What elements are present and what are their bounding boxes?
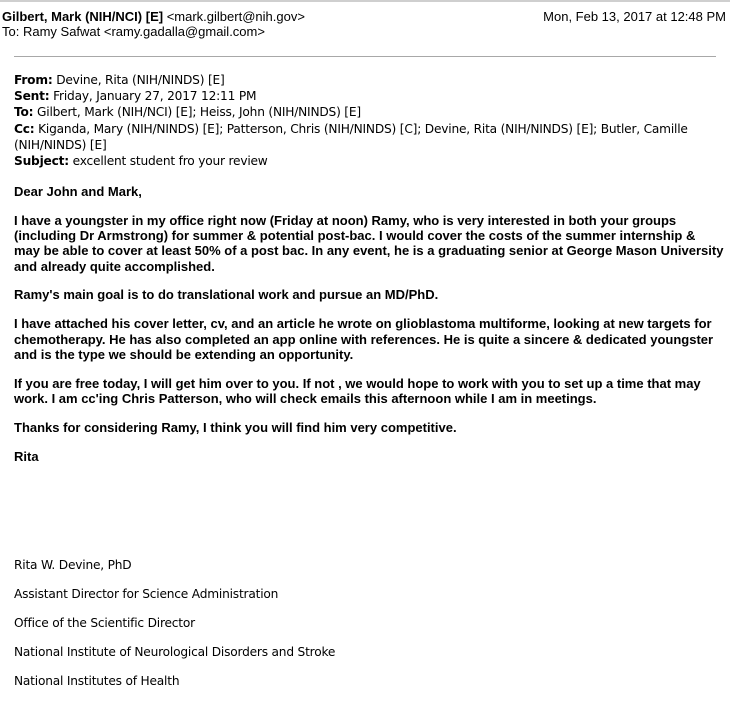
header-divider bbox=[14, 56, 716, 57]
signature-line: Office of the Scientific Director bbox=[14, 616, 195, 630]
fwd-to-row bbox=[14, 104, 719, 120]
sender-email[interactable]: <mark.gilbert@nih.gov> bbox=[166, 9, 305, 24]
sender-name: Gilbert, Mark (NIH/NCI) [E] bbox=[2, 9, 164, 24]
top-divider bbox=[0, 0, 730, 2]
body-paragraph: I have a youngster in my office right now (Friday at noon) Ramy, who is very interested in both your groups (including Dr Armstrong) for summer & potential post-bac. I would cover the costs of the summer internship & may be able to cover at least 50% of a post bac. In any event, he is a graduating senior at George Mason University and already quite accomplished. bbox=[14, 212, 724, 274]
message-sender bbox=[2, 9, 305, 24]
signature-line: Rita W. Devine, PhD bbox=[14, 558, 132, 572]
body-paragraph: Ramy's main goal is to do translational work and pursue an MD/PhD. bbox=[14, 287, 439, 303]
signature-line: National Institutes of Health bbox=[14, 674, 180, 688]
fwd-sent-row bbox=[14, 88, 719, 104]
to-label: To: bbox=[2, 24, 20, 39]
fwd-to-value: Gilbert, Mark (NIH/NCI) [E]; Heiss, John (NIH/NINDS) [E] bbox=[37, 105, 361, 120]
signature-line: National Institute of Neurological Disorders and Stroke bbox=[14, 645, 336, 659]
fwd-to-label: To: bbox=[14, 105, 34, 120]
signature-block bbox=[14, 557, 614, 702]
message-date: Mon, Feb 13, 2017 at 12:48 PM bbox=[543, 9, 726, 24]
fwd-cc-row bbox=[14, 121, 719, 153]
body-paragraph: Dear John and Mark, bbox=[14, 184, 142, 199]
forwarded-header bbox=[14, 72, 719, 169]
body-paragraph: I have attached his cover letter, cv, and an article he wrote on glioblastoma multiforme, looking at new targets for chemotherapy. He has also completed an app online with references. He is quite a sincere & dedicated youngster and is the type we should be extending an opportunity. bbox=[14, 316, 714, 362]
fwd-cc-value: Kiganda, Mary (NIH/NINDS) [E]; Patterson, Chris (NIH/NINDS) [C]; Devine, Rita (NIH/NINDS) [E]; Butler, Camille (NIH/NINDS) [E] bbox=[14, 121, 688, 152]
signature-line: Assistant Director for Science Administration bbox=[14, 587, 279, 601]
to-value: Ramy Safwat <ramy.gadalla@gmail.com> bbox=[22, 24, 265, 39]
fwd-subject-value: excellent student fro your review bbox=[72, 154, 268, 169]
fwd-sent-value: Friday, January 27, 2017 12:11 PM bbox=[53, 89, 257, 104]
fwd-cc-label: Cc: bbox=[14, 121, 35, 136]
message-body bbox=[14, 184, 724, 477]
fwd-subject-label: Subject: bbox=[14, 154, 69, 169]
body-paragraph: Rita bbox=[14, 448, 39, 464]
body-paragraph: If you are free today, I will get him over to you. If not , we would hope to work with you to set up a time that may work. I am cc'ing Chris Patterson, who will check emails this afternoon while I am in meetings. bbox=[14, 375, 701, 406]
fwd-subject-row bbox=[14, 153, 719, 169]
message-recipient bbox=[2, 24, 265, 39]
body-paragraph: Thanks for considering Ramy, I think you will find him very competitive. bbox=[14, 419, 457, 435]
fwd-from-value: Devine, Rita (NIH/NINDS) [E] bbox=[56, 73, 225, 87]
fwd-sent-label: Sent: bbox=[14, 89, 50, 104]
fwd-from-row bbox=[14, 72, 719, 88]
fwd-from-label: From: bbox=[14, 73, 53, 87]
